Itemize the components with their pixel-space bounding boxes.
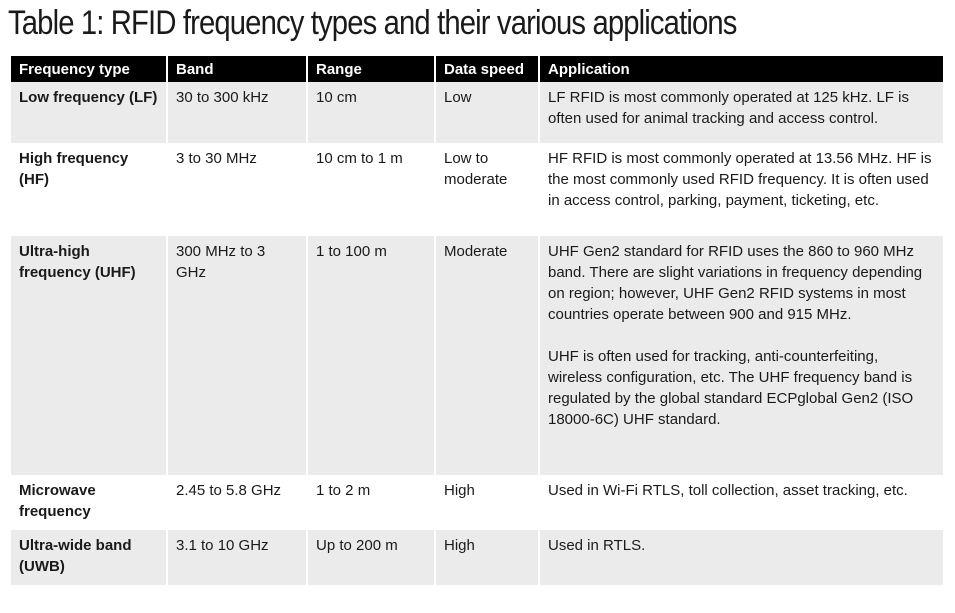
application-cell — [540, 236, 943, 475]
application-cell: HF RFID is most commonly operated at 13.56 MHz. HF is the most commonly used RFID frequency. It is often used in access control, parking, payment, ticketing, etc. — [540, 143, 943, 236]
range-cell: Up to 200 m — [308, 530, 434, 585]
column-header-data-speed: Data speed — [436, 56, 538, 82]
application-paragraph: UHF is often used for tracking, anti-counterfeiting, wireless configuration, etc. The UHF frequency band is regulated by the global standard ECPglobal Gen2 (ISO 18000-6C) UHF standard. — [548, 348, 914, 428]
column-header-range: Range — [308, 56, 434, 82]
column-header-frequency-type: Frequency type — [11, 56, 166, 82]
range-cell: 10 cm to 1 m — [308, 143, 434, 236]
frequency-type-cell: Microwave frequency — [11, 475, 166, 530]
application-cell: Used in Wi-Fi RTLS, toll collection, asset tracking, etc. — [540, 475, 943, 530]
range-cell: 1 to 100 m — [308, 236, 434, 475]
table-title: Table 1: RFID frequency types and their various applications — [8, 4, 737, 42]
data-speed-cell: High — [436, 530, 538, 585]
band-cell: 30 to 300 kHz — [168, 82, 306, 143]
range-cell: 1 to 2 m — [308, 475, 434, 530]
application-cell: Used in RTLS. — [540, 530, 943, 585]
column-header-application: Application — [540, 56, 943, 82]
frequency-type-cell: Low frequency (LF) — [11, 82, 166, 143]
band-cell: 3.1 to 10 GHz — [168, 530, 306, 585]
table-row — [11, 530, 943, 585]
band-cell: 3 to 30 MHz — [168, 143, 306, 236]
table-row — [11, 82, 943, 143]
range-cell: 10 cm — [308, 82, 434, 143]
band-cell: 2.45 to 5.8 GHz — [168, 475, 306, 530]
data-speed-cell: High — [436, 475, 538, 530]
band-cell: 300 MHz to 3 GHz — [168, 236, 306, 475]
data-speed-cell: Low — [436, 82, 538, 143]
table-row — [11, 143, 943, 236]
frequency-type-cell: Ultra-wide band (UWB) — [11, 530, 166, 585]
data-speed-cell: Moderate — [436, 236, 538, 475]
rfid-frequency-table — [9, 56, 945, 585]
application-cell: LF RFID is most commonly operated at 125 kHz. LF is often used for animal tracking and access control. — [540, 82, 943, 143]
frequency-type-cell: High frequency (HF) — [11, 143, 166, 236]
data-speed-cell: Low to moderate — [436, 143, 538, 236]
frequency-type-cell: Ultra-high frequency (UHF) — [11, 236, 166, 475]
table-row — [11, 236, 943, 475]
application-paragraph: UHF Gen2 standard for RFID uses the 860 to 960 MHz band. There are slight variations in frequency depending on region; however, UHF Gen2 RFID systems in most countries operate between 900 and 915 MHz. — [548, 243, 923, 323]
table-header-row — [11, 56, 943, 82]
column-header-band: Band — [168, 56, 306, 82]
table-row — [11, 475, 943, 530]
